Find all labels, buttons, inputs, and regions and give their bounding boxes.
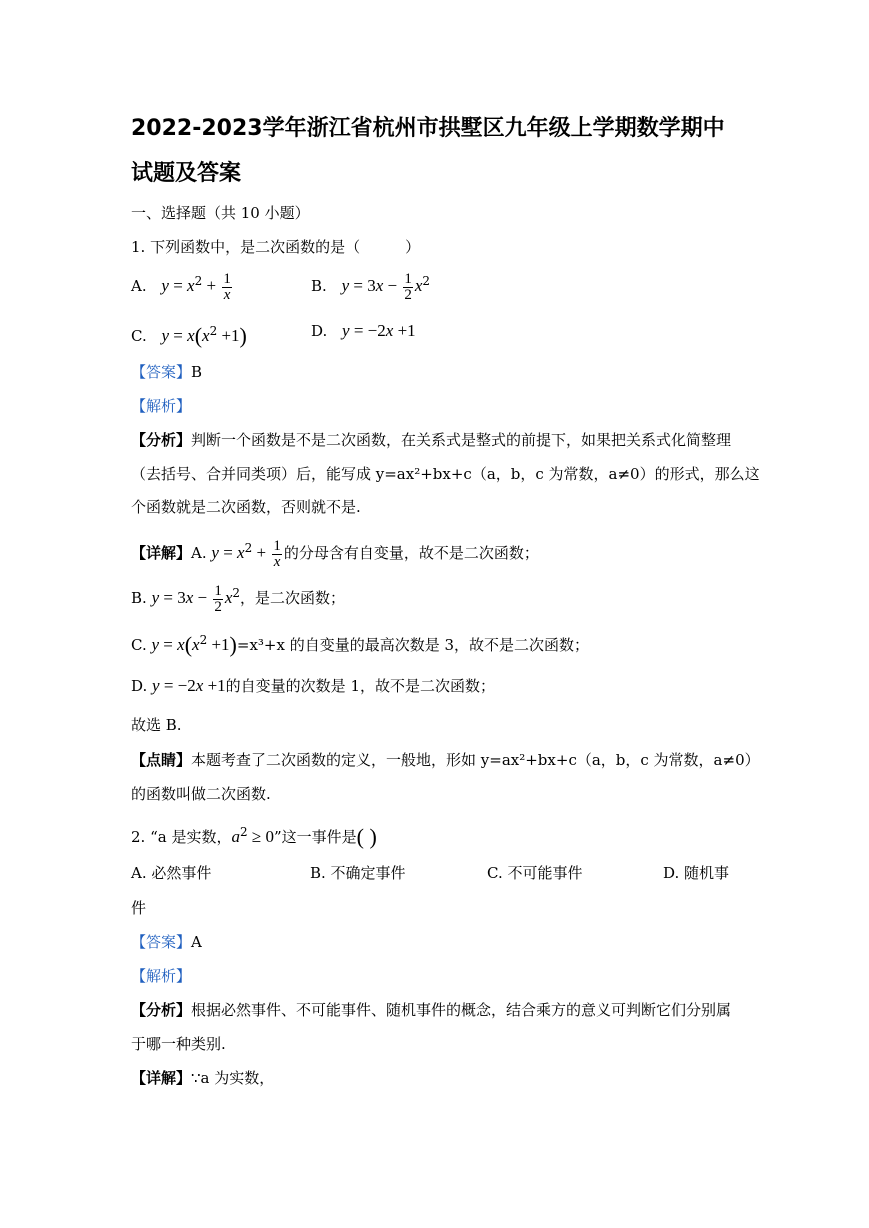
q1-dianjing-text1: 本题考查了二次函数的定义，一般地，形如 y=ax²+bx+c（a，b，c 为常数，a≠0） (191, 751, 760, 769)
q1-answer-tag: 【答案】 (131, 363, 192, 381)
q1-analysis-tag: 【解析】 (131, 397, 192, 415)
q1-detail-d-prefix: D. (131, 677, 148, 695)
q1-detail-b: B. y = 3x − $\frac{1}{2}$ $x^2$，是二次函数； (131, 582, 346, 615)
q1-option-c-letter: C. (131, 327, 147, 345)
q1-option-a: A. $y = x^2$ + $\frac{1}{x}$ (131, 270, 231, 303)
q1-detail-d-text: 的自变量的次数是 1，故不是二次函数； (225, 677, 495, 695)
document-title-line1: 2022-2023学年浙江省杭州市拱墅区九年级上学期数学期中 (131, 116, 725, 141)
q2-stem-suffix: ”这一事件是 (273, 828, 357, 846)
q1-detail-a-prefix: A. (191, 544, 207, 562)
q1-stem: 1. 下列函数中，是二次函数的是（ ） (131, 238, 421, 256)
q2-fenxi-tag: 【分析】 (131, 1001, 192, 1019)
q1-fenxi-text1: 判断一个函数是不是二次函数，在关系式是整式的前提下，如果把关系式化简整理 (191, 431, 732, 449)
q1-dianjing-line1 (131, 750, 760, 770)
q2-analysis-tag: 【解析】 (131, 967, 192, 985)
q2-option-d: D. 随机事 (663, 864, 730, 882)
q2-detail (131, 1068, 274, 1088)
q1-detail-c-prefix: C. (131, 636, 147, 654)
q2-detail-text: ∵a 为实数， (191, 1069, 275, 1087)
q2-option-a: A. 必然事件 (131, 864, 212, 882)
q2-stem: 2. “a 是实数，$a^2 \ge 0$”这一事件是( ) (131, 824, 377, 849)
q2-fenxi-line1 (131, 1000, 731, 1020)
document-title-line2: 试题及答案 (131, 161, 242, 186)
q1-detail-a-text: 的分母含有自变量，故不是二次函数； (283, 544, 539, 562)
q1-option-b-letter: B. (311, 277, 327, 295)
q1-fenxi-line3: 个函数就是二次函数，否则就不是. (131, 498, 361, 516)
q1-answer-value: B (191, 363, 203, 381)
q1-option-b: B. y = 3x − $\frac{1}{2}$ $x^2$ (311, 270, 431, 303)
q2-option-d-wrap: 件 (131, 899, 147, 917)
q2-option-c: C. 不可能事件 (487, 864, 583, 882)
q1-fenxi-tag: 【分析】 (131, 431, 192, 449)
q1-detail-b-prefix: B. (131, 589, 147, 607)
q1-detail-c: C. $y = x(x^2 +1)=x^3+x$ 的自变量的最高次数是 3，故不是二次函数； (131, 632, 590, 657)
q2-fenxi-line2: 于哪一种类别. (131, 1035, 226, 1053)
q1-answer (131, 362, 202, 382)
q1-fenxi-line2: （去括号、合并同类项）后，能写成 y=ax²+bx+c（a，b，c 为常数，a≠0）的形式，那么这 (131, 465, 760, 483)
q1-detail-c-text: =x³+x 的自变量的最高次数是 3，故不是二次函数； (236, 636, 590, 654)
q1-xiangjie-tag: 【详解】 (131, 544, 192, 562)
q1-option-d: D. y = −2x +1 (311, 321, 416, 340)
q2-xiangjie-tag: 【详解】 (131, 1069, 192, 1087)
q1-detail-b-text: ，是二次函数； (240, 589, 346, 607)
q2-option-b: B. 不确定事件 (310, 864, 406, 882)
q1-dianjing-line2: 的函数叫做二次函数. (131, 785, 271, 803)
q1-fenxi-line1 (131, 430, 731, 450)
q2-fenxi-text1: 根据必然事件、不可能事件、随机事件的概念，结合乘方的意义可判断它们分别属 (191, 1001, 732, 1019)
q1-detail-a: 【详解】A. $y = x^2$ + $\frac{1}{x}$ 的分母含有自变量，故不是二次函数； (131, 537, 539, 570)
q1-conclusion: 故选 B. (131, 716, 182, 734)
q2-answer (131, 932, 202, 952)
q2-answer-value: A (191, 933, 202, 951)
q1-option-c: C. $y = x(x^2 +1)$ (131, 323, 247, 348)
q1-option-d-letter: D. (311, 322, 328, 340)
q1-detail-d: D. y = −2x +1的自变量的次数是 1，故不是二次函数； (131, 676, 495, 695)
q2-stem-prefix: 2. “a 是实数， (131, 828, 232, 846)
q2-answer-tag: 【答案】 (131, 933, 192, 951)
section-heading: 一、选择题（共 10 小题） (131, 204, 310, 222)
q1-dianjing-tag: 【点睛】 (131, 751, 192, 769)
q1-option-a-letter: A. (131, 277, 147, 295)
